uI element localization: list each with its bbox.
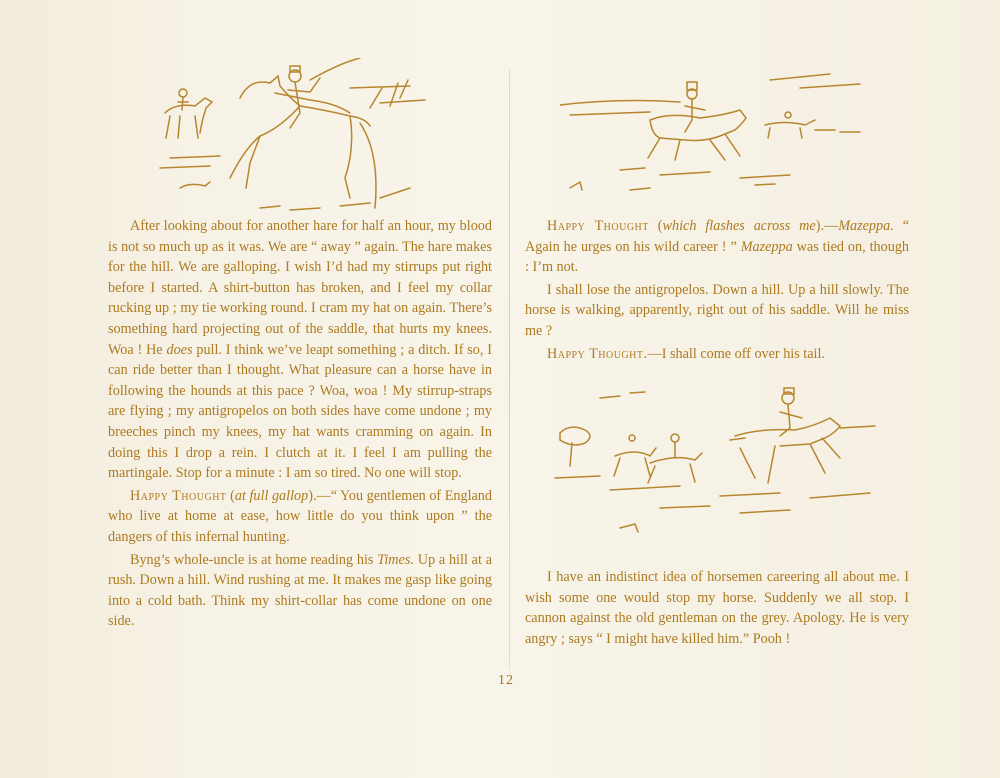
text-run: After looking about for another hare for half an hour, my blood is not so much up as it was. We are “ away ” again. The hare makes for the hill. We are galloping. I wish I’d had my stirrups put right before I started. A shirt-button has broken, and I feel my collar rucking up ; my tie working round. I cram my hat on again. There’s something hard projecting out of the saddle, that hurts my knees. Woa ! He [108, 218, 492, 358]
text-run: Byng’s whole-uncle is at home reading his [130, 551, 374, 568]
distant-hunters-icon [765, 112, 860, 138]
text-run: “ Again he urges on his wild career ! ” [525, 218, 909, 255]
paragraph [525, 344, 909, 365]
paragraph [108, 550, 492, 632]
paragraph [108, 486, 492, 548]
paragraph [525, 216, 909, 278]
emphasis: at full gallop [234, 487, 309, 504]
hunter-on-rearing-horse-illustration [150, 58, 430, 218]
text-run: I shall lose the antigropelos. Down a hill. Up a hill slowly. The horse is walking, apparently, right out of his saddle. Will he miss me ? [525, 281, 909, 339]
text-run: ( [648, 218, 663, 234]
text-run: I have an indistinct idea of horsemen careering all about me. I wish some one would stop my horse. Suddenly we all stop. I cannon against the old gentleman on the grey. Apology. He is very angry ; says “ I might have killed him.” Pooh ! [525, 569, 909, 647]
happy-thought-heading: Happy Thought [130, 487, 227, 504]
text-run: ).—“ You gentlemen of England who live at home at ease, how little do you think upon ” the dangers of this infernal hunting. [108, 487, 492, 545]
text-run: Up a hill at a rush. Down a hill. Wind rushing at me. It makes me gasp like going into a cold bath. Think my shirt-collar has come undone on one side. [108, 551, 493, 630]
book-gutter [509, 70, 510, 670]
left-page-text [108, 216, 492, 634]
emphasis: Mazeppa [740, 238, 793, 255]
emphasis: Mazeppa. [838, 218, 894, 234]
text-run: ).— [815, 218, 839, 234]
distant-rider-icon [165, 89, 212, 138]
happy-thought-heading: Happy Thought. [547, 345, 648, 362]
paragraph [525, 567, 909, 649]
text-run: pull. I think we’ve leapt something ; a ditch. If so, I can ride better than I thought. What pleasure can a horse have in following the hounds at this pace ? Woa, woa ! My stirrup-straps are flying ; my antigropelos on both sides have come undone ; my breeches pinch my knees, my hat wants cramming on again. In doing this I drop a rein. I clutch at it. I feel I am pulling the martingale. Stop for a minute : I am so tired. No one will stop. [108, 341, 493, 482]
emphasis: does [166, 341, 193, 358]
two-riders-icon [614, 434, 702, 483]
emphasis: which flashes across me [662, 218, 816, 234]
horseman-galloping-illustration [560, 60, 880, 200]
rearing-horse-rider-icon [730, 388, 840, 483]
text-run: —I shall come off over his tail. [647, 345, 825, 362]
paragraph [525, 280, 909, 342]
rearing-horse-icon [230, 58, 376, 208]
riders-careering-illustration [540, 378, 880, 538]
galloping-horse-icon [648, 82, 746, 160]
happy-thought-heading: Happy Thought [547, 218, 649, 234]
right-page-text-bottom [525, 567, 909, 651]
right-page-text-top [525, 216, 909, 366]
text-run: was tied on, though : I’m not. [525, 238, 910, 276]
tree-icon [560, 427, 590, 466]
text-run: ( [226, 487, 235, 504]
emphasis: Times. [377, 551, 414, 568]
page-number: 12 [498, 673, 514, 688]
paragraph [108, 216, 492, 484]
